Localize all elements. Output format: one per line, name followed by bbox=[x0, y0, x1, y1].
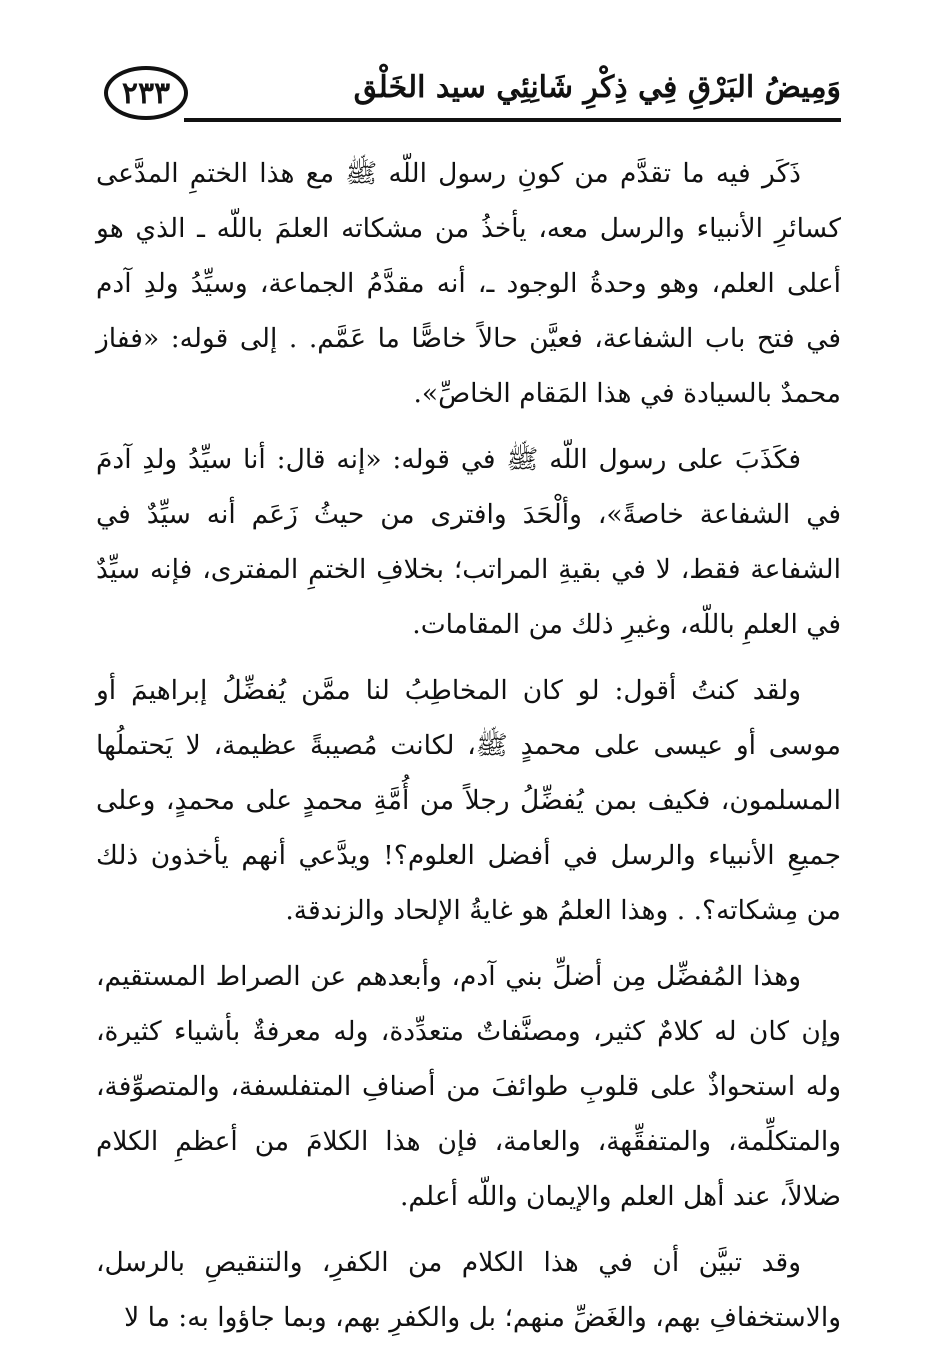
paragraph-3: ولقد كنتُ أقول: لو كان المخاطِبُ لنا ممَّن يُفضِّلُ إبراهيمَ أو موسى أو عيسى على محمدٍ ﷺ، لكانت مُصيبةً عظيمة، لا يَحتملُها المسلمون، فكيف بمن يُفضِّلُ رجلاً من أُمَّةِ محمدٍ على محمدٍ، وعلى جميعِ الأنبياء والرسل في أفضل العلوم؟! ويدَّعي أنهم يأخذون ذلك من مِشكاته؟. . وهذا العلمُ هو غايةُ الإلحاد والزندقة. bbox=[96, 675, 841, 926]
paragraph-2: فكَذَبَ على رسول اللّه ﷺ في قوله: «إنه قال: أنا سيِّدُ ولدِ آدمَ في الشفاعة خاصةً»، وألْحَدَ وافترى من حيثُ زَعَم أنه سيِّدٌ في الشفاعة فقط، لا في بقيةِ المراتب؛ بخلافِ الختمِ المفترى، فإنه سيِّدٌ في العلمِ باللّه، وغيرِ ذلك من المقامات. bbox=[96, 444, 841, 640]
header-rule bbox=[184, 118, 841, 122]
page-number-badge: ٢٣٣ bbox=[104, 66, 188, 120]
paragraph-1: ذَكَر فيه ما تقدَّم من كونِ رسول اللّه ﷺ مع هذا الختمِ المدَّعى كسائرِ الأنبياء والرسل معه، يأخذُ من مشكاته العلمَ باللّه ـ الذي هو أعلى العلم، وهو وحدةُ الوجود ـ، أنه مقدَّمُ الجماعة، وسيِّدُ ولدِ آدم في فتح باب الشفاعة، فعيَّن حالاً خاصًّا ما عَمَّم. . إلى قوله: «ففاز محمدٌ بالسيادة في هذا المَقام الخاصِّ». bbox=[96, 158, 841, 409]
page-header bbox=[96, 60, 841, 130]
running-title: وَمِيضُ البَرْقِ فِي ذِكْرِ شَانِئِي سيد الخَلْق bbox=[353, 70, 841, 105]
paragraph-5: وقد تبيَّن أن في هذا الكلام من الكفرِ، والتنقيصِ بالرسل، والاستخفافِ بهم، والغَضِّ منهم؛ بل والكفرِ بهم، وبما جاؤوا به: ما لا bbox=[96, 1247, 841, 1333]
body-text bbox=[96, 146, 841, 1356]
paragraph-4: وهذا المُفضِّل مِن أضلِّ بني آدم، وأبعدهم عن الصراط المستقيم، وإن كان له كلامٌ كثير، ومصنَّفاتٌ متعدِّدة، وله معرفةٌ بأشياء كثيرة، وله استحواذٌ على قلوبِ طوائفَ من أصنافِ المتفلسفة، والمتصوِّفة، والمتكلِّمة، والمتفقِّهة، والعامة، فإن هذا الكلامَ من أعظمِ الكلام ضلالاً، عند أهل العلم والإيمان واللّه أعلم. bbox=[96, 961, 841, 1212]
